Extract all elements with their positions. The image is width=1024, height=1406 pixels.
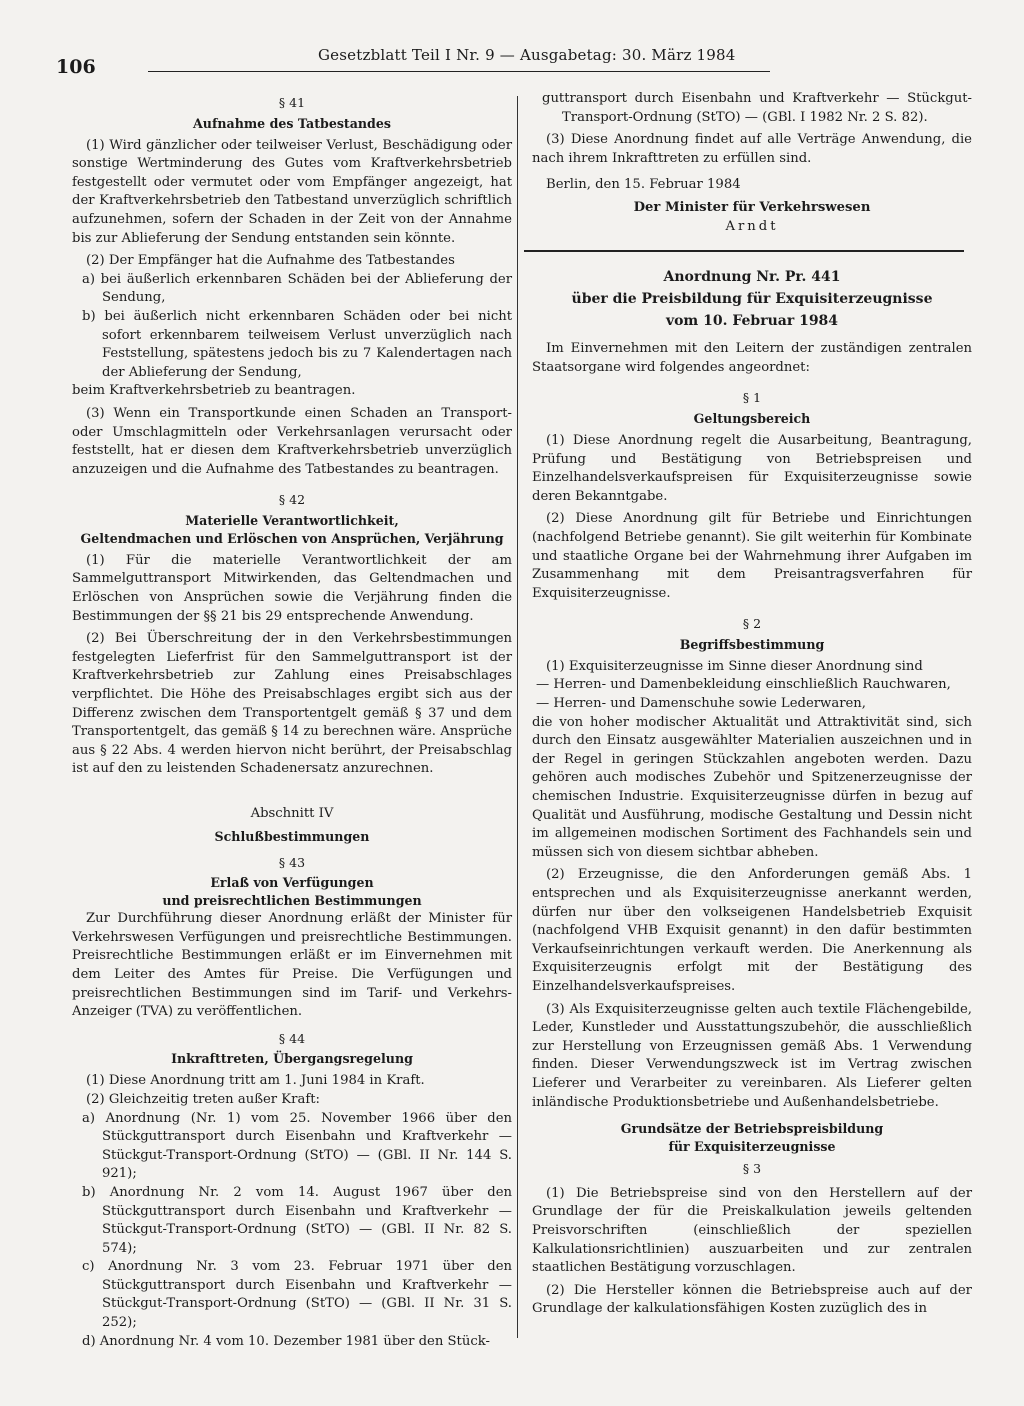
section-2-paragraph-3: (3) Als Exquisiterzeugnisse gelten auch textile Flächengebilde, Leder, Kunstleder und Ausstattungszubehör, die ausschließlich zur Herstellung von Erzeugnissen gemäß Abs. 1 Verwendung finden. Dieser Verwendungszweck ist im Vertrag zwischen Lieferer und Verarbeiter zu vereinbaren. Als Lieferer gelten inländische Produktionsbetriebe und Außenhandelsbetriebe. xyxy=(532,1001,972,1110)
section-44-paragraph-2: (2) Gleichzeitig treten außer Kraft: xyxy=(86,1091,320,1107)
section-44-title: Inkrafttreten, Übergangsregelung xyxy=(171,1051,413,1067)
section-43-paragraph-1: Zur Durchführung dieser Anordnung erläßt der Minister für Verkehrswesen Verfügungen und preisrechtliche Bestimmungen. Preisrechtliche Bestimmungen erläßt er im Einvernehmen mit dem Leiter des Amtes für Preise. Die Verfügungen und preisrechtlichen Bestimmungen sind im Tarif- und Verkehrs-Anzeiger (TVA) zu veröffentlichen. xyxy=(72,911,512,1020)
page-number: 106 xyxy=(56,56,96,78)
section-42-title-line-2: Geltendmachen und Erlöschen von Ansprüchen, Verjährung xyxy=(80,530,504,546)
section-2-paragraph-1: (1) Exquisiterzeugnisse im Sinne dieser Anordnung sind xyxy=(546,658,923,674)
chapter-title: Schlußbestimmungen xyxy=(214,828,370,844)
section-2-dash-item-2: — Herren- und Damenschuhe sowie Lederwaren, xyxy=(536,696,866,712)
section-42-paragraph-2: (2) Bei Überschreitung der in den Verkehrsbestimmungen festgelegten Lieferfrist für den Sammelguttransport ist der Kraftverkehrsbetrieb zur Zahlung eines Preisabschlages verpflichtet. Die Höhe des Preisabschlages ergibt sich aus der Differenz zwischen dem Transportentgelt gemäß § 37 und dem Transportentgelt, das gemäß § 14 zu berechnen wäre. Ansprüche aus § 22 Abs. 4 werden hiervon nicht berührt, der Preisabschlag ist auf den zu leistenden Schadenersatz anzurechnen. xyxy=(72,631,512,777)
section-3-paragraph-1: (1) Die Betriebspreise sind von den Herstellern auf der Grundlage der für die Preiskalkulation jeweils geltenden Preisvorschriften (einschließlich der speziellen Kalkulationsrichtlinien) auszuarbeiten und zur zentralen staatlichen Bestätigung vorzuschlagen. xyxy=(532,1185,972,1276)
section-43-title-line-1: Erlaß von Verfügungen xyxy=(210,875,374,891)
section-42-paragraph-1: (1) Für die materielle Verantwortlichkeit der am Sammelguttransport Mitwirkenden, das Geltendmachen und Erlöschen von Ansprüchen sowie die Verjährung finden die Bestimmungen der §§ 21 bis 29 entsprechende Anwendung. xyxy=(72,552,512,624)
section-1-title: Geltungsbereich xyxy=(693,410,811,426)
section-43-number: § 43 xyxy=(278,854,306,870)
article-separator xyxy=(524,250,964,252)
section-41-paragraph-2: (2) Der Empfänger hat die Aufnahme des Tatbestandes xyxy=(86,253,455,269)
section-44-item-d: d) Anordnung Nr. 4 vom 10. Dezember 1981 über den Stück- xyxy=(82,1333,490,1349)
section-2-dash-item-1: — Herren- und Damenbekleidung einschließlich Rauchwaren, xyxy=(536,677,951,693)
section-41-paragraph-2-end: beim Kraftverkehrsbetrieb zu beantragen. xyxy=(72,383,356,399)
section-41-item-b: b) bei äußerlich nicht erkennbaren Schäden oder bei nicht sofort erkennbarem teilweisem Verlust unverzüglich nach Feststellung, spätestens jedoch bis zu 7 Kalendertagen nach der Ablieferung der Sendung, xyxy=(82,308,512,380)
section-44-item-b: b) Anordnung Nr. 2 vom 14. August 1967 über den Stückguttransport durch Eisenbahn und Kraftverkehr — Stückgut-Transport-Ordnung (StTO) — (GBl. II Nr. 82 S. 574); xyxy=(82,1184,512,1256)
section-1-paragraph-1: (1) Diese Anordnung regelt die Ausarbeitung, Beantragung, Prüfung und Bestätigung von Betriebspreisen und Einzelhandelsverkaufspreisen für Exquisiterzeugnisse sowie deren Bekanntgabe. xyxy=(532,432,972,504)
section-44-paragraph-1: (1) Diese Anordnung tritt am 1. Juni 1984 in Kraft. xyxy=(86,1073,425,1089)
section-2-paragraph-2: (2) Erzeugnisse, die den Anforderungen gemäß Abs. 1 entsprechen und als Exquisiterzeugnisse anerkannt werden, dürfen nur über den volkseigenen Handelsbetrieb Exquisit (nachfolgend VHB Exquisit genannt) in den dafür bestimmten Verkaufseinrichtungen verkauft werden. Die Anerkennung als Exquisiterzeugnis erfolgt mit der Bestätigung des Einzelhandelsverkaufspreises. xyxy=(532,867,972,994)
section-41-item-a: a) bei äußerlich erkennbaren Schäden bei der Ablieferung der Sendung, xyxy=(82,271,512,306)
section-2-title: Begriffsbestimmung xyxy=(679,636,825,652)
section-44-paragraph-3: (3) Diese Anordnung findet auf alle Verträge Anwendung, die nach ihrem Inkrafttreten zu erfüllen sind. xyxy=(532,132,972,166)
gazette-title: Gesetzblatt Teil I Nr. 9 — Ausgabetag: 30. März 1984 xyxy=(318,46,736,64)
section-3-number: § 3 xyxy=(742,1161,762,1177)
section-2-number: § 2 xyxy=(742,616,762,632)
section-2-paragraph-1-continuation: die von hoher modischer Aktualität und Attraktivität sind, sich durch den Einsatz ausgewählter Materialien auszeichnen und in der Regel in geringen Stückzahlen angeboten werden. Dazu gehören auch modisches Zubehör und Spitzenerzeugnisse der chemischen Industrie. Exquisiterzeugnisse dürfen in bezug auf Qualität und Ausführung, modische Gestaltung und Dessin nicht im allgemeinen modischen Sortiment des Fachhandels sein und müssen sich von diesem sichtbar abheben. xyxy=(532,714,972,860)
section-43-title-line-2: und preisrechtlichen Bestimmungen xyxy=(162,893,422,909)
section-44-item-d-continuation: guttransport durch Eisenbahn und Kraftverkehr — Stückgut-Transport-Ordnung (StTO) — (GBl. I 1982 Nr. 2 S. 82). xyxy=(542,91,972,125)
column-divider xyxy=(517,96,518,1338)
minister-title: Der Minister für Verkehrswesen xyxy=(633,199,871,215)
section-44-number: § 44 xyxy=(278,1030,306,1046)
section-41-paragraph-1: (1) Wird gänzlicher oder teilweiser Verlust, Beschädigung oder sonstige Wertminderung des Gutes vom Kraftverkehrsbetrieb festgestellt oder vermutet oder vom Empfänger angezeigt, hat der Kraftverkehrsbetrieb den Tatbestand unverzüglich schriftlich aufzunehmen, sofern der Schaden in der Zeit von der Annahme bis zur Ablieferung der Sendung entstanden sein könnte. xyxy=(72,137,512,246)
section-41-number: § 41 xyxy=(278,95,306,110)
new-ordinance-title-line-3: vom 10. Februar 1984 xyxy=(665,313,839,330)
section-1-paragraph-2: (2) Diese Anordnung gilt für Betriebe und Einrichtungen (nachfolgend Betriebe genannt). Sie gilt weiterhin für Kombinate und staatliche Organe bei der Wahrnehmung ihrer Aufgaben im Zusammenhang mit dem Preisantragsverfahren für Exquisiterzeugnisse. xyxy=(532,511,972,601)
section-41-title: Aufnahme des Tatbestandes xyxy=(193,115,391,131)
section-44-item-a: a) Anordnung (Nr. 1) vom 25. November 1966 über den Stückguttransport durch Eisenbahn und Kraftverkehr — Stückgut-Transport-Ordnung (StTO) — (GBl. II Nr. 144 S. 921); xyxy=(82,1110,512,1182)
new-ordinance-title-line-2: über die Preisbildung für Exquisiterzeugnisse xyxy=(571,291,933,308)
principles-heading-line-1: Grundsätze der Betriebspreisbildung xyxy=(620,1121,884,1137)
section-41-paragraph-3: (3) Wenn ein Transportkunde einen Schaden an Transport- oder Umschlagmitteln oder Verkehrsanlagen verursacht oder feststellt, hat er diesen dem Kraftverkehrsbetrieb unverzüglich anzuzeigen und die Aufnahme des Tatbestandes zu beantragen. xyxy=(72,405,512,477)
section-42-title-line-1: Materielle Verantwortlichkeit, xyxy=(185,512,399,528)
section-42-number: § 42 xyxy=(278,492,306,508)
left-column xyxy=(72,90,512,1350)
ordinance-intro: Im Einvernehmen mit den Leitern der zuständigen zentralen Staatsorgane wird folgendes angeordnet: xyxy=(532,341,972,375)
header-rule xyxy=(148,71,770,72)
new-ordinance-title-line-1: Anordnung Nr. Pr. 441 xyxy=(663,269,841,286)
section-3-paragraph-2: (2) Die Hersteller können die Betriebspreise auch auf der Grundlage der kalkulationsfähigen Kosten zuzüglich des in xyxy=(532,1282,972,1317)
section-1-number: § 1 xyxy=(742,390,762,406)
page-header xyxy=(56,44,956,78)
section-44-item-c: c) Anordnung Nr. 3 vom 23. Februar 1971 über den Stückguttransport durch Eisenbahn und Kraftverkehr — Stückgut-Transport-Ordnung (StTO) — (GBl. II Nr. 31 S. 252); xyxy=(82,1259,512,1331)
chapter-heading: Abschnitt IV xyxy=(250,806,334,821)
right-column xyxy=(532,90,972,1350)
minister-signature: Arndt xyxy=(725,218,779,234)
principles-heading-line-2: für Exquisiterzeugnisse xyxy=(668,1139,836,1155)
signing-date: Berlin, den 15. Februar 1984 xyxy=(546,177,741,193)
